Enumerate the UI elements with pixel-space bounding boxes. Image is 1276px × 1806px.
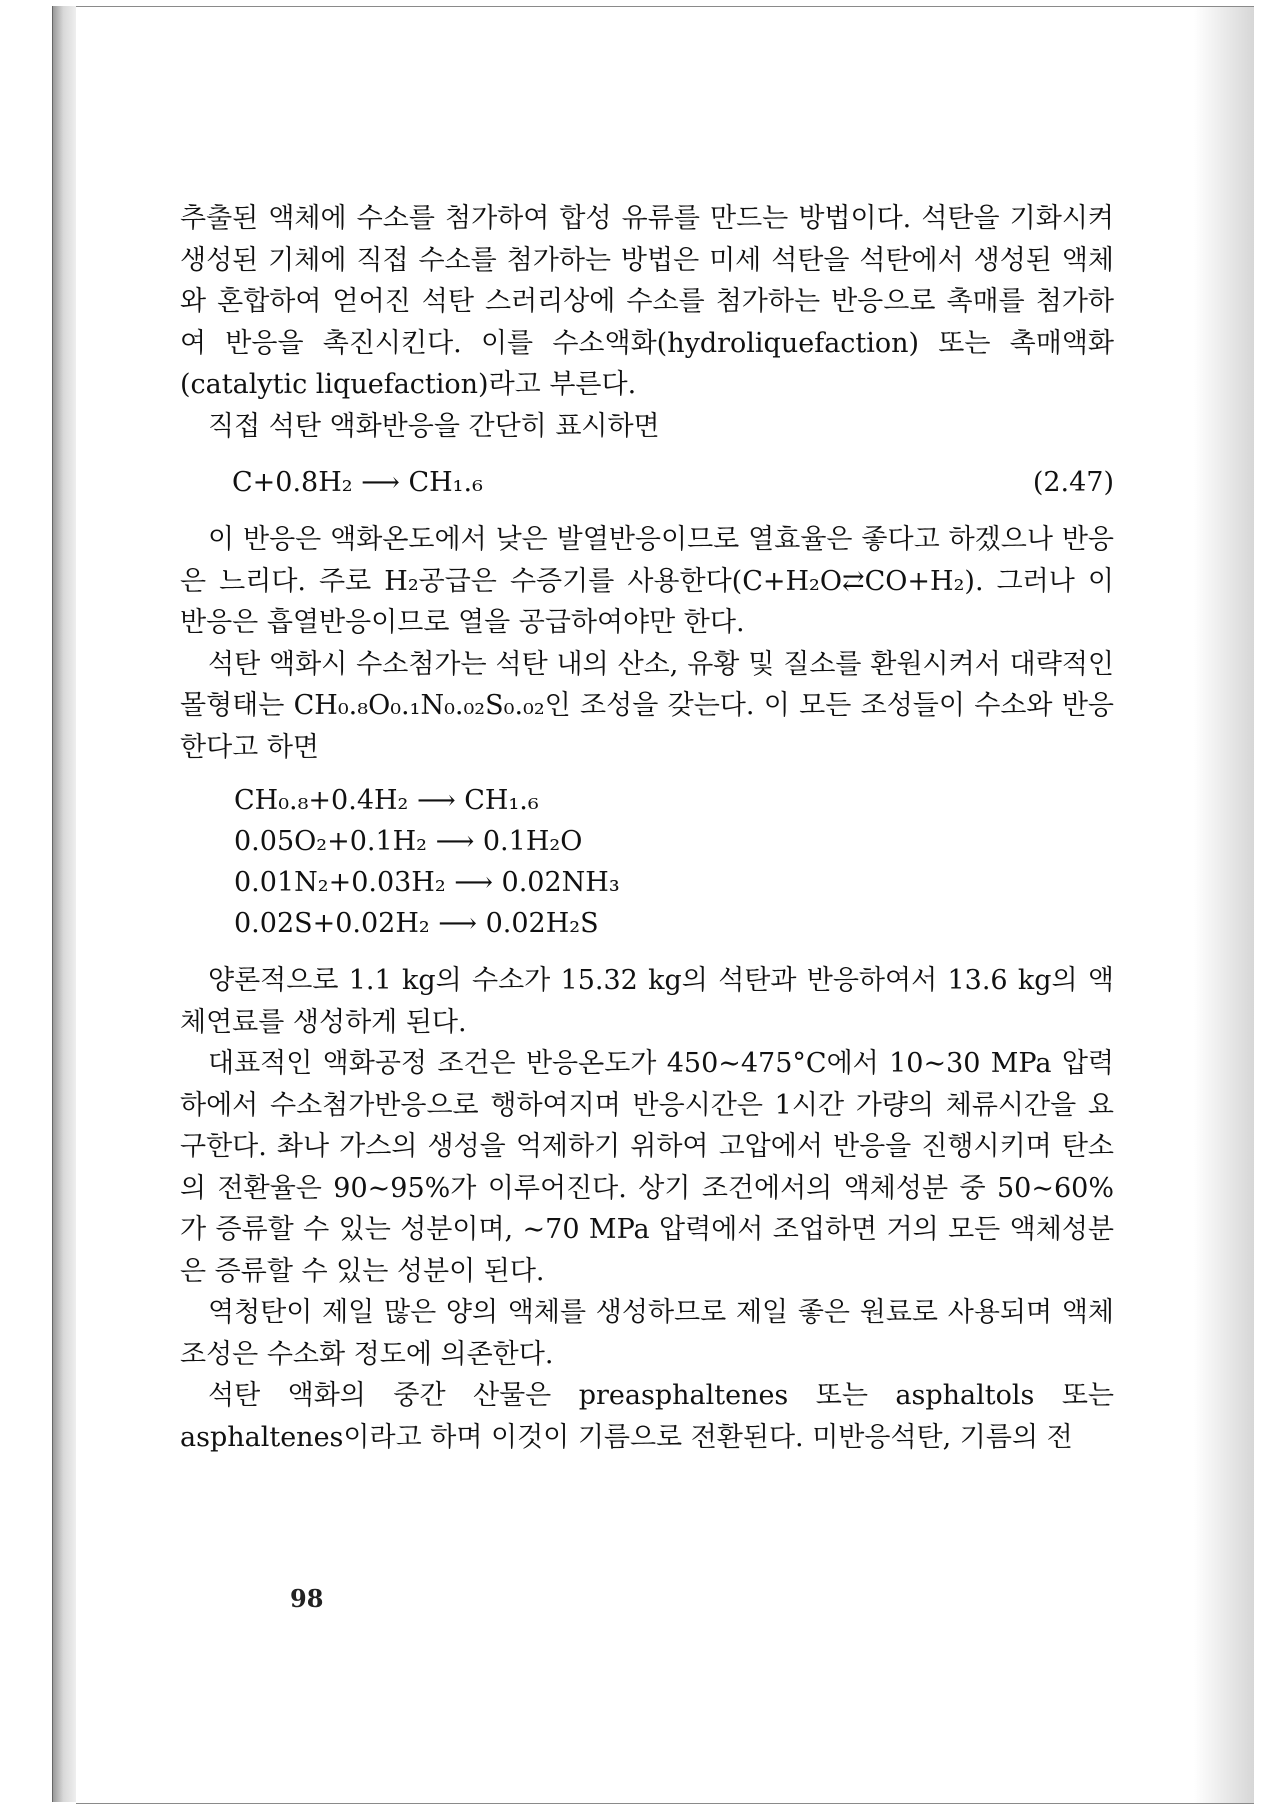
equation-2-47-label: (2.47) [1032,467,1114,498]
paragraph-8: 석탄 액화의 중간 산물은 preasphaltenes 또는 asphaltols 또는 asphaltenes이라고 하며 이것이 기름으로 전환된다. 미반응석탄, 기름의 전 [180,1380,1114,1453]
reaction-equations [180,780,1114,944]
reaction-equation: CH₀.₈+0.4H₂ ⟶ CH₁.₆ [234,785,539,816]
page-body [180,198,1114,1458]
reaction-equation: 0.05O₂+0.1H₂ ⟶ 0.1H₂O [234,826,583,857]
paragraph-4: 석탄 액화시 수소첨가는 석탄 내의 산소, 유황 및 질소를 환원시켜서 대략적인 몰형태는 CH₀.₈O₀.₁N₀.₀₂S₀.₀₂인 조성을 갖는다. 이 모든 조성들이 수소와 반응한다고 하면 [180,648,1114,763]
paragraph-5: 양론적으로 1.1 kg의 수소가 15.32 kg의 석탄과 반응하여서 13.6 kg의 액체연료를 생성하게 된다. [180,965,1114,1038]
paragraph-3: 이 반응은 액화온도에서 낮은 발열반응이므로 열효율은 좋다고 하겠으나 반응은 느리다. 주로 H₂공급은 수증기를 사용한다(C+H₂O⇄CO+H₂). 그러나 이 반응은 흡열반응이므로 열을 공급하여야만 한다. [180,524,1114,638]
reaction-equation: 0.02S+0.02H₂ ⟶ 0.02H₂S [234,908,599,939]
paragraph-1: 추출된 액체에 수소를 첨가하여 합성 유류를 만드는 방법이다. 석탄을 기화시켜 생성된 기체에 직접 수소를 첨가하는 방법은 미세 석탄을 석탄에서 생성된 액체와 혼합하여 얻어진 석탄 스러리상에 수소를 첨가하는 반응으로 촉매를 첨가하여 반응을 촉진시킨다. 이를 수소액화(hydroliquefaction) 또는 촉매액화(catalytic liquefaction)라고 부른다. [180,203,1114,400]
reaction-equation: 0.01N₂+0.03H₂ ⟶ 0.02NH₃ [234,867,620,898]
book-spine [52,6,79,1802]
paragraph-6: 대표적인 액화공정 조건은 반응온도가 450∼475°C에서 10∼30 MPa 압력하에서 수소첨가반응으로 행하여지며 반응시간은 1시간 가량의 체류시간을 요구한다. 촤나 가스의 생성을 억제하기 위하여 고압에서 반응을 진행시키며 탄소의 전환율은 90∼95%가 이루어진다. 상기 조건에서의 액체성분 중 50∼60%가 증류할 수 있는 성분이며, ∼70 MPa 압력에서 조업하면 거의 모든 액체성분은 증류할 수 있는 성분이 된다. [180,1048,1114,1287]
paragraph-2: 직접 석탄 액화반응을 간단히 표시하면 [208,410,660,442]
equation-2-47 [180,459,1114,507]
paragraph-7: 역청탄이 제일 많은 양의 액체를 생성하므로 제일 좋은 원료로 사용되며 액체 조성은 수소화 정도에 의존한다. [180,1297,1114,1370]
page-number: 98 [290,1584,324,1613]
page-edge-shadow [1194,7,1254,1803]
equation-2-47-body: C+0.8H₂ ⟶ CH₁.₆ [232,467,483,498]
